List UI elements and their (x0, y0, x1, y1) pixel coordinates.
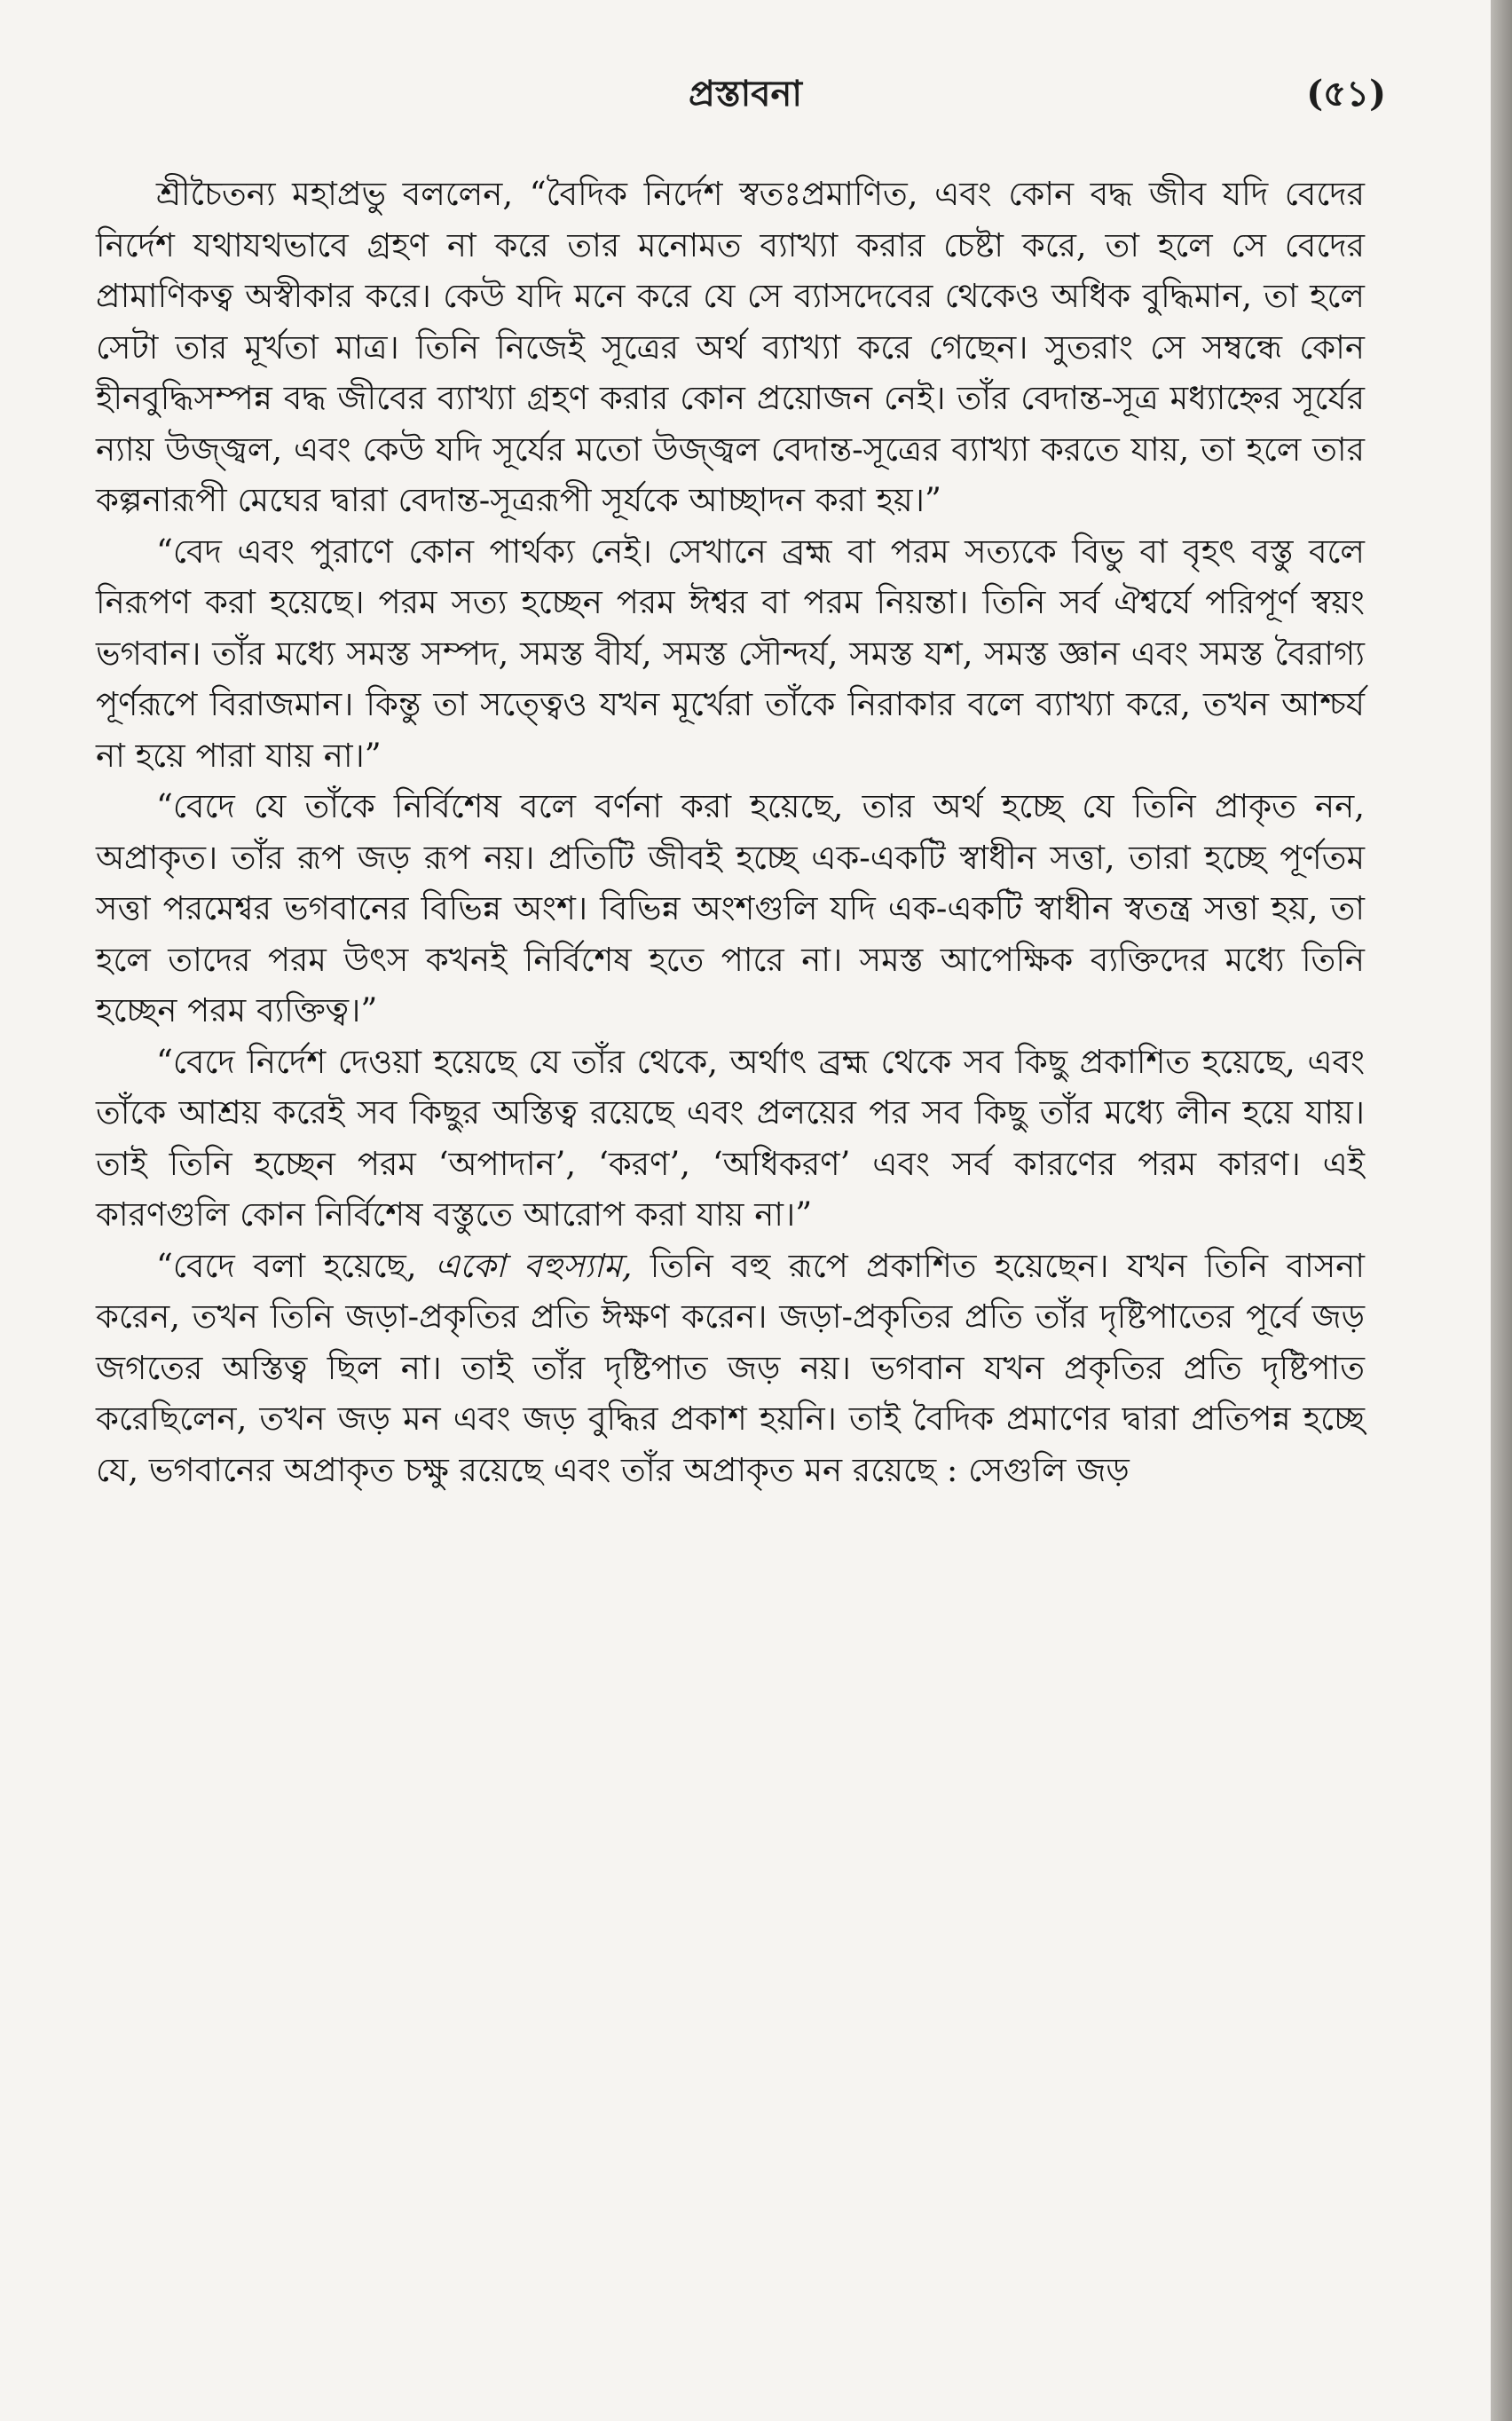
paragraph-1: শ্রীচৈতন্য মহাপ্রভু বললেন, “বৈদিক নির্দেশ স্বতঃপ্রমাণিত, এবং কোন বদ্ধ জীব যদি বেদের নির্দেশ যথাযথভাবে গ্রহণ না করে তার মনোমত ব্যাখ্যা করার চেষ্টা করে, তা হলে সে বেদের প্রামাণিকত্ব অস্বীকার করে। কেউ যদি মনে করে যে সে ব্যাসদেবের থেকেও অধিক বুদ্ধিমান, তা হলে সেটা তার মূর্খতা মাত্র। তিনি নিজেই সূত্রের অর্থ ব্যাখ্যা করে গেছেন। সুতরাং সে সম্বন্ধে কোন হীনবুদ্ধিসম্পন্ন বদ্ধ জীবের ব্যাখ্যা গ্রহণ করার কোন প্রয়োজন নেই। তাঁর বেদান্ত-সূত্র মধ্যাহ্নের সূর্যের ন্যায় উজ্জ্বল, এবং কেউ যদি সূর্যের মতো উজ্জ্বল বেদান্ত-সূত্রের ব্যাখ্যা করতে যায়, তা হলে তার কল্পনারূপী মেঘের দ্বারা বেদান্ত-সূত্ররূপী সূর্যকে আচ্ছাদন করা হয়।” (96, 175, 1365, 519)
paragraph-5-text-after: তিনি বহু রূপে প্রকাশিত হয়েছেন। যখন তিনি বাসনা করেন, তখন তিনি জড়া-প্রকৃতির প্রতি ঈক্ষণ করেন। জড়া-প্রকৃতির প্রতি তাঁর দৃষ্টিপাতের পূর্বে জড় জগতের অস্তিত্ব ছিল না। তাই তাঁর দৃষ্টিপাত জড় নয়। ভগবান যখন প্রকৃতির প্রতি দৃষ্টিপাত করেছিলেন, তখন জড় মন এবং জড় বুদ্ধির প্রকাশ হয়নি। তাই বৈদিক প্রমাণের দ্বারা প্রতিপন্ন হচ্ছে যে, ভগবানের অপ্রাকৃত চক্ষু রয়েছে এবং তাঁর অপ্রাকৃত মন রয়েছে : সেগুলি জড় (96, 1246, 1365, 1489)
running-title: প্রস্তাবনা (689, 73, 802, 114)
paragraph-5 (96, 1241, 1365, 1496)
paragraph-5-italic-phrase: একো বহুস্যাম, (434, 1246, 633, 1285)
paragraph-5-text-before: “বেদে বলা হয়েছে, (156, 1246, 435, 1285)
paragraph-4: “বেদে নির্দেশ দেওয়া হয়েছে যে তাঁর থেকে, অর্থাৎ ব্রহ্ম থেকে সব কিছু প্রকাশিত হয়েছে, এবং তাঁকে আশ্রয় করেই সব কিছুর অস্তিত্ব রয়েছে এবং প্রলয়ের পর সব কিছু তাঁর মধ্যে লীন হয়ে যায়। তাই তিনি হচ্ছেন পরম ‘অপাদান’, ‘করণ’, ‘অধিকরণ’ এবং সর্ব কারণের পরম কারণ। এই কারণগুলি কোন নির্বিশেষ বস্তুতে আরোপ করা যায় না।” (96, 1042, 1365, 1234)
body-text (96, 169, 1365, 1495)
running-head (0, 66, 1491, 128)
page-number: (৫১) (1306, 73, 1386, 114)
paragraph-2: “বেদ এবং পুরাণে কোন পার্থক্য নেই। সেখানে ব্রহ্ম বা পরম সত্যকে বিভু বা বৃহৎ বস্তু বলে নিরূপণ করা হয়েছে। পরম সত্য হচ্ছেন পরম ঈশ্বর বা পরম নিয়ন্তা। তিনি সর্ব ঐশ্বর্যে পরিপূর্ণ স্বয়ং ভগবান। তাঁর মধ্যে সমস্ত সম্পদ, সমস্ত বীর্য, সমস্ত সৌন্দর্য, সমস্ত যশ, সমস্ত জ্ঞান এবং সমস্ত বৈরাগ্য পূর্ণরূপে বিরাজমান। কিন্তু তা সত্ত্বেও যখন মূর্খেরা তাঁকে নিরাকার বলে ব্যাখ্যা করে, তখন আশ্চর্য না হয়ে পারা যায় না।” (96, 532, 1365, 775)
paragraph-3: “বেদে যে তাঁকে নির্বিশেষ বলে বর্ণনা করা হয়েছে, তার অর্থ হচ্ছে যে তিনি প্রাকৃত নন, অপ্রাকৃত। তাঁর রূপ জড় রূপ নয়। প্রতিটি জীবই হচ্ছে এক-একটি স্বাধীন সত্তা, তারা হচ্ছে পূর্ণতম সত্তা পরমেশ্বর ভগবানের বিভিন্ন অংশ। বিভিন্ন অংশগুলি যদি এক-একটি স্বাধীন স্বতন্ত্র সত্তা হয়, তা হলে তাদের পরম উৎস কখনই নির্বিশেষ হতে পারে না। সমস্ত আপেক্ষিক ব্যক্তিদের মধ্যে তিনি হচ্ছেন পরম ব্যক্তিত্ব।” (96, 787, 1365, 1029)
page-edge (1491, 0, 1512, 2421)
